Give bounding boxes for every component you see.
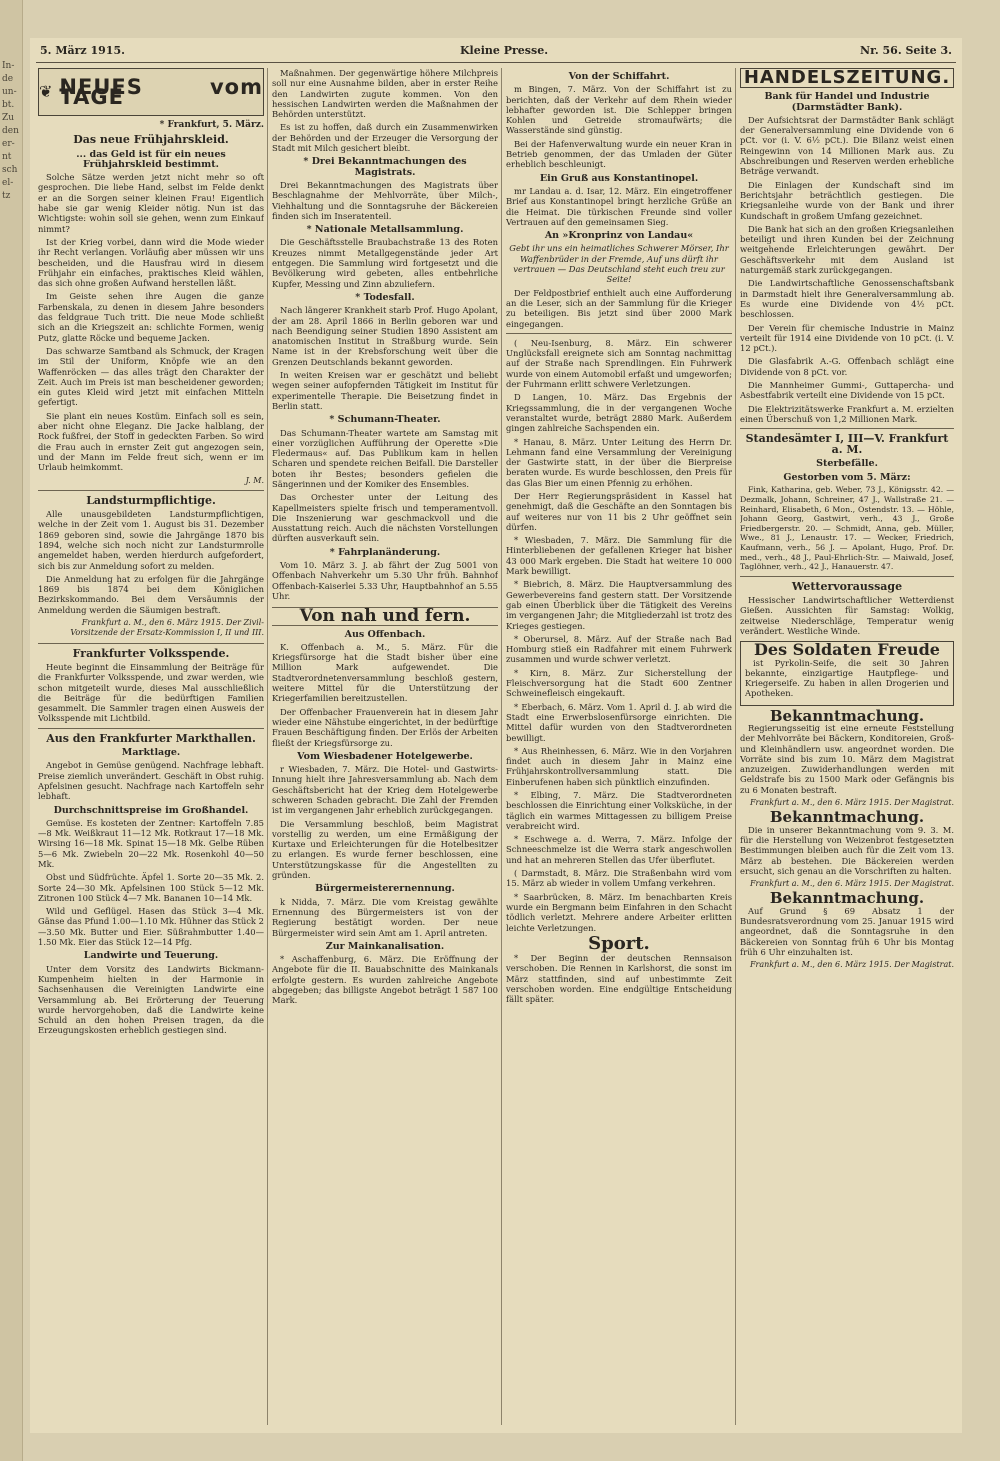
separator: [38, 643, 264, 644]
separator: [740, 576, 954, 577]
separator: [38, 728, 264, 729]
notice-text: Regierungsseitig ist eine erneute Feststellung der Mehlvorräte bei Bäckern, Konditoreien, Groß- und Kleinhändlern usw. angeordnet worden. Die Vorräte sind bis zum 10. März dem Magistrat anzuzeigen. Zuwiderhandlungen werden mit Geldstrafe bis zu 1500 Mark oder Gefängnis bis zu 6 Monaten bestraft.: [740, 723, 954, 795]
paragraph: * Der Beginn der deutschen Rennsaison verschoben. Die Rennen in Karlshorst, die sonst im März stattfinden, sind auf unbestimmte Zeit verschoben worden. Eine endgültige Entscheidung fällt später.: [506, 953, 732, 1005]
paragraph: * Biebrich, 8. März. Die Hauptversammlung des Gewerbevereins fand gestern statt. Der Vorsitzende gab einen Überblick über die Tätigkeit des Vereins im vergangenen Jahr; die Mitgliederzahl ist trotz des Krieges gestiegen.: [506, 579, 732, 631]
death-notices-list: Fink, Katharina, geb. Weber, 73 J., Königsstr. 42. — Dezmalk, Johann, Schreiner, 47 J., Wallstraße 21. — Reinhard, Elisabeth, 6 Mon., Ostendstr. 13. — Höhle, Johann Georg, Gastwirt, verh., 43 J., Große Friedbergerstr. 20. — Schmidt, Anna, geb. Müller, Wwe., 81 J., Lenaustr. 17. — Wecker, Friedrich, Kaufmann, verh., 56 J. — Apolant, Hugo, Prof. Dr. med., verh., 48 J., Paul-Ehrlich-Str. — Maiwald, Josef, Taglöhner, verh., 42 J., Hanauerstr. 47.: [740, 485, 954, 572]
notice-text: Die in unserer Bekanntmachung vom 9. 3. M. für die Herstellung von Weizenbrot festgesetzten Bestimmungen bleiben auch für die Zeit vom 13. März ab bestehen. Die Bäckereien werden ersucht, sich genau an die Vorschriften zu halten.: [740, 824, 954, 876]
poem-title: An »Kronprinz von Landau«: [544, 230, 694, 242]
header-page-number: Nr. 56. Seite 3.: [860, 44, 952, 57]
separator: [506, 333, 732, 334]
notice-title: Bekanntmachung.: [769, 808, 925, 827]
adjacent-page-margin: [0, 0, 23, 1461]
paragraph: mr Landau a. d. Isar, 12. März. Ein eingetroffener Brief aus Konstantinopel bringt herzliche Grüße an die Heimat. Die türkischen Freunde sind voller Vertrauen auf den gemeinsamen Sieg.: [506, 185, 732, 227]
paragraph: * Eschwege a. d. Werra, 7. März. Infolge der Schneeschmelze ist die Werra stark angeschwollen und hat an mehreren Stellen das Ufer überflutet.: [506, 834, 732, 865]
paragraph: * Elbing, 7. März. Die Stadtverordneten beschlossen die Einrichtung einer Volksküche, in der täglich ein warmes Mittagessen zu billigem Preise verabreicht wird.: [506, 790, 732, 831]
paragraph: Vom 10. März 3. J. ab fährt der Zug 5001 von Offenbach Nahverkehr um 5.30 Uhr früh. Bahnhof Offenbach-Kaiserlei 5.33 Uhr, Hauptbahnhof an 5.55 Uhr.: [272, 560, 498, 601]
dateline: * Frankfurt, 5. März.: [159, 120, 264, 130]
header-rule: [36, 62, 956, 63]
paragraph: Die Versammlung beschloß, beim Magistrat vorstellig zu werden, um eine Ermäßigung der Kurtaxe und Erleichterungen für die Hotelbesitzer zu erlangen. Es wurde ferner beschlossen, eine Unterstützungskasse für die Angestellten zu gründen.: [272, 818, 498, 881]
article-title: Frankfurter Volksspende.: [72, 646, 230, 660]
column-4: [740, 68, 954, 1425]
margin-text: In- de un- bt. Zu den er- nt sch el- tz: [2, 61, 19, 201]
section-subheading: Gestorben vom 5. März:: [783, 472, 911, 484]
paragraph: Bei der Hafenverwaltung wurde ein neuer Kran in Betrieb genommen, der das Umladen der Güter erheblich beschleunigt.: [506, 138, 732, 170]
paragraph: * Hanau, 8. März. Unter Leitung des Herrn Dr. Lehmann fand eine Versammlung der Vereinigung der Gastwirte statt, in der über die Bierpreise beraten wurde. Es wurde beschlossen, den Preis für das Glas Bier um einen Pfennig zu erhöhen.: [506, 436, 732, 488]
article-title: Aus den Frankfurter Markthallen.: [46, 731, 256, 745]
news-item-title: * Todesfall.: [355, 291, 415, 303]
column-divider: [735, 68, 736, 1425]
poem-text: Gebt ihr uns ein heimatliches Schwerer Mörser, Ihr Waffenbrüder in der Fremde, Auf uns dürft ihr vertrauen — Das Deutschland steht euch treu zur Seite!: [509, 243, 729, 285]
notice-title: Bekanntmachung.: [769, 889, 925, 908]
paragraph: Das schwarze Samtband als Schmuck, der Kragen im Stil der Uniform, Knöpfe wie an den Waffenröcken — das alles trägt den Charakter der Zeit. Auch im Preis ist man bescheidener geworden; ein gutes Kleid wird jetzt mit einfachen Mitteln gefertigt.: [38, 345, 264, 408]
paragraph: ( Darmstadt, 8. März. Die Straßenbahn wird vom 15. März ab wieder in vollem Umfang verkehren.: [506, 868, 732, 889]
ad-text: ist Pyrkolin-Seife, die seit 30 Jahren bekannte, einzigartige Hautpflege- und Kriegerseife. Zu haben in allen Drogerien und Apotheken.: [745, 657, 949, 699]
news-item-title: * Nationale Metallsammlung.: [306, 224, 464, 236]
paragraph: Der Aufsichtsrat der Darmstädter Bank schlägt der Generalversammlung eine Dividende von 6 pCt. vor (i. V. 6½ pCt.). Die Bilanz weist einen Reingewinn von 14 Millionen Mark aus. Zu Abschreibungen und Reserven werden erhebliche Beträge verwandt.: [740, 114, 954, 177]
notice-signature: Frankfurt a. M., den 6. März 1915. Der Magistrat.: [749, 879, 954, 889]
paragraph: Alle unausgebildeten Landsturmpflichtigen, welche in der Zeit vom 1. August bis 31. Dezember 1869 geboren sind, sowie die Jahrgänge 1870 bis 1894, welche sich noch nicht zur Landsturmrolle angemeldet haben, werden hierdurch aufgefordert, sich bis zur Anmeldung sofort zu melden.: [38, 509, 264, 571]
section-subheading: Bürgermeisterernennung.: [315, 883, 455, 895]
news-item-title: * Fahrplanänderung.: [329, 546, 441, 558]
section-subheading: Aus Offenbach.: [344, 628, 426, 640]
paragraph: Der Feldpostbrief enthielt auch eine Aufforderung an die Leser, sich an der Sammlung für die Krieger zu beteiligen. Bis jetzt sind über 2000 Mark eingegangen.: [506, 287, 732, 329]
section-subheading: Zur Mainkanalisation.: [325, 940, 445, 952]
news-item-title: * Drei Bekanntmachungen des Magistrats.: [303, 156, 467, 178]
paragraph: Maßnahmen. Der gegenwärtige höhere Milchpreis soll nur eine Ausnahme bilden, aber in erster Reihe den Landwirten zugute kommen. Von den hessischen Landwirten werden die Maßnahmen der Behörden unterstützt.: [272, 68, 498, 120]
separator: [38, 490, 264, 491]
header-date: 5. März 1915.: [40, 44, 125, 57]
paragraph: Das Schumann-Theater wartete am Samstag mit einer vorzüglichen Aufführung der Operette »Die Fledermaus« auf. Das Publikum kam in hellen Scharen und spendete reichen Beifall. Die Darsteller boten ihr Bestes; besonders gefielen die Sängerinnen und der Komiker des Ensembles.: [272, 427, 498, 489]
paragraph: Es ist zu hoffen, daß durch ein Zusammenwirken der Behörden und der Erzeuger die Versorgung der Stadt mit Milch gesichert bleibt.: [272, 122, 498, 154]
author-initials: J. M.: [245, 475, 264, 485]
paragraph: Die Mannheimer Gummi-, Guttapercha- und Asbestfabrik verteilt eine Dividende von 15 pCt.: [740, 380, 954, 401]
paragraph: Wild und Geflügel. Hasen das Stück 3—4 Mk. Gänse das Pfund 1.00—1.10 Mk. Hühner das Stück 2—3.50 Mk. Butter und Eier. Süßrahmbutter 1.40—1.50 Mk. Eier das Stück 12—14 Pfg.: [38, 906, 264, 948]
paragraph: D Langen, 10. März. Das Ergebnis der Kriegssammlung, die in der vergangenen Woche veranstaltet wurde, beträgt 2880 Mark. Außerdem gingen zahlreiche Sachspenden ein.: [506, 392, 732, 434]
article-subtitle: Landwirte und Teuerung.: [83, 950, 219, 962]
column-1: [38, 68, 264, 1425]
column-3: [506, 68, 732, 1425]
paragraph: * Aus Rheinhessen, 6. März. Wie in den Vorjahren findet auch in diesem Jahr in Mainz eine Frühjahrskontrollversammlung statt. Die Einberufenen haben sich pünktlich einzufinden.: [506, 745, 732, 787]
section-heading-wettervoraussage: Wettervoraussage: [791, 579, 903, 593]
page-header: [40, 44, 952, 62]
section-subheading: Ein Gruß aus Konstantinopel.: [539, 172, 699, 184]
paragraph: m Bingen, 7. März. Von der Schiffahrt ist zu berichten, daß der Verkehr auf dem Rhein wieder lebhafter geworden ist. Die Schlepper bringen Kohlen und Getreide stromaufwärts; die Wasserstände sind günstig.: [506, 84, 732, 136]
paragraph: K. Offenbach a. M., 5. März. Für die Kriegsfürsorge hat die Stadt bisher über eine Million Mark aufgewendet. Die Stadtverordnetenversammlung beschloß gestern, weitere Mittel für die Unterstützung der Kriegerfamilien bereitzustellen.: [272, 641, 498, 704]
paragraph: Nach längerer Krankheit starb Prof. Hugo Apolant, der am 28. April 1866 in Berlin geboren war und nach Beendigung seiner Studien 1890 Assistent am anatomischen Institut in Straßburg wurde. Sein Name ist in der Krebsforschung weit über die Grenzen Deutschlands bekannt geworden.: [272, 305, 498, 367]
newspaper-page: [30, 38, 962, 1433]
paragraph: Die Bank hat sich an den großen Kriegsanleihen beteiligt und ihren Kunden bei der Zeichnung weitgehende Erleichterungen gewährt. Der Geschäftsverkehr mit dem Ausland ist naturgemäß stark zurückgegangen.: [740, 223, 954, 276]
paragraph: Angebot in Gemüse genügend. Nachfrage lebhaft. Preise ziemlich unverändert. Geschäft in Obst ruhig. Apfelsinen gesucht. Nachfrage nach Kartoffeln sehr lebhaft.: [38, 760, 264, 802]
paragraph: k Nidda, 7. März. Die vom Kreistag gewählte Ernennung des Bürgermeisters ist von der Regierung bestätigt worden. Der neue Bürgermeister wird sein Amt am 1. April antreten.: [272, 896, 498, 938]
paragraph: Die Landwirtschaftliche Genossenschaftsbank in Darmstadt hielt ihre Generalversammlung ab. Es wurde eine Dividende von 4½ pCt. beschlossen.: [740, 278, 954, 320]
news-item-title: * Schumann-Theater.: [329, 414, 441, 426]
notice-title: Bekanntmachung.: [769, 706, 925, 725]
paragraph: r Wiesbaden, 7. März. Die Hotel- und Gastwirts-Innung hielt ihre Jahresversammlung ab. Nach dem Geschäftsbericht hat der Krieg dem Hotelgewerbe schweren Schaden gebracht. Die Zahl der Fremden ist im vergangenen Jahr erheblich zurückgegangen.: [272, 764, 498, 816]
article-subtitle: Durchschnittspreise im Großhandel.: [53, 804, 249, 816]
paragraph: Unter dem Vorsitz des Landwirts Bickmann-Kumpenheim hielten in der Harmonie in Sachsenhausen die Vereinigten Landwirte eine Versammlung ab. Bei Erörterung der Teuerung wurde hervorgehoben, daß die Landwirte keine Schuld an den hohen Preisen tragen, da die Erzeugungskosten erheblich gestiegen sind.: [38, 963, 264, 1036]
separator: [740, 428, 954, 429]
masthead-title: NEUES vom TAGE: [59, 74, 263, 109]
paragraph: Drei Bekanntmachungen des Magistrats über Beschlagnahme der Mehlvorräte, über Milch-, Viehhaltung und die Sonntagsruhe der Bäckereien finden sich im Inseratenteil.: [272, 179, 498, 221]
paragraph: Obst und Südfrüchte. Äpfel 1. Sorte 20—35 Mk. 2. Sorte 24—30 Mk. Apfelsinen 100 Stück 5—12 Mk. Zitronen 100 Stück 4—7 Mk. Bananen 10—14 Mk.: [38, 872, 264, 903]
article-subtitle: ... das Geld ist für ein neues Frühjahrskleid bestimmt.: [76, 148, 226, 170]
notice-signature: Frankfurt a. M., den 6. März 1915. Der Magistrat.: [749, 798, 954, 808]
column-divider: [267, 68, 268, 1425]
paragraph: Die Einlagen der Kundschaft sind im Berichtsjahr beträchtlich gestiegen. Die Kriegsanleihe wurde von der Bank und ihrer Kundschaft in großem Umfang gezeichnet.: [740, 179, 954, 221]
paragraph: Die Anmeldung hat zu erfolgen für die Jahrgänge 1869 bis 1874 bei dem Königlichen Bezirkskommando. Bei dem Versäumnis der Anmeldung werden die Säumigen bestraft.: [38, 573, 264, 615]
paragraph: In weiten Kreisen war er geschätzt und beliebt wegen seiner aufopfernden Tätigkeit im Institut für experimentelle Therapie. Die Beisetzung findet in Berlin statt.: [272, 370, 498, 411]
paragraph: * Kirn, 8. März. Zur Sicherstellung der Fleischversorgung hat die Stadt 600 Zentner Schweinefleisch eingekauft.: [506, 667, 732, 699]
section-heading-sport: Sport.: [588, 932, 650, 954]
paragraph: Der Verein für chemische Industrie in Mainz verteilt für 1914 eine Dividende von 10 pCt. (i. V. 12 pCt.).: [740, 322, 954, 354]
section-heading-handelszeitung: HANDELSZEITUNG.: [740, 68, 954, 88]
section-subheading: Von der Schiffahrt.: [568, 71, 670, 82]
article-subtitle: Marktlage.: [121, 747, 181, 759]
section-heading-von-nah-und-fern: Von nah und fern.: [272, 607, 498, 625]
paragraph: Heute beginnt die Einsammlung der Beiträge für die Frankfurter Volksspende, und zwar werden, wie schon mitgeteilt wurde, dieses Mal ausschließlich die Beiträge für die bedürftigen Familien gesammelt. Die Sammler tragen einen Ausweis der Volksspende mit Lichtbild.: [38, 661, 264, 724]
notice-signature: Frankfurt a. M., den 6. März 1915. Der Magistrat.: [749, 960, 954, 970]
section-heading-standesaemter: Standesämter I, III—V. Frankfurt a. M.: [745, 432, 949, 456]
paragraph: Das Orchester unter der Leitung des Kapellmeisters spielte frisch und temperamentvoll. Die Inszenierung war geschmackvoll und die Ausstattung reich. Auch die nächsten Vorstellungen dürften ausverkauft sein.: [272, 492, 498, 544]
ornament-icon: ❦: [39, 81, 54, 101]
paragraph: Gemüse. Es kosteten der Zentner: Kartoffeln 7.85—8 Mk. Weißkraut 11—12 Mk. Rotkraut 17—18 Mk. Wirsing 16—18 Mk. Spinat 15—18 Mk. Gelbe Rüben 5—6 Mk. Zwiebeln 20—22 Mk. Rosenkohl 40—50 Mk.: [38, 817, 264, 869]
section-subheading: Sterbefälle.: [816, 457, 878, 469]
paragraph: Die Glasfabrik A.-G. Offenbach schlägt eine Dividende von 8 pCt. vor.: [740, 356, 954, 377]
signature: Frankfurt a. M., den 6. März 1915. Der Zivil-Vorsitzende der Ersatz-Kommission I, II und III.: [70, 618, 264, 638]
paragraph: Im Geiste sehen ihre Augen die ganze Farbenskala, zu denen in diesem Jahre besonders das feldgraue Tuch tritt. Die neue Mode schließt sich an die Kriegszeit an: schlichte Formen, wenig Putz, glatte Röcke und bequeme Jacken.: [38, 291, 264, 343]
paragraph: Die Elektrizitätswerke Frankfurt a. M. erzielten einen Überschuß von 1,2 Millionen Mark.: [740, 403, 954, 424]
paragraph: Der Herr Regierungspräsident in Kassel hat genehmigt, daß die Geschäfte an den Sonntagen bis auf weiteres nur von 11 bis 2 Uhr geöffnet sein dürfen.: [506, 490, 732, 532]
paragraph: Ist der Krieg vorbei, dann wird die Mode wieder ihr Recht verlangen. Vorläufig aber müssen wir uns bescheiden, und die Hausfrau wird in diesem Frühjahr ein einfaches, praktisches Kleid wählen, das sich ohne großen Aufwand herstellen läßt.: [38, 236, 264, 289]
paragraph: * Aschaffenburg, 6. März. Die Eröffnung der Angebote für die II. Bauabschnitte des Mainkanals erfolgte gestern. Es wurden zahlreiche Angebote abgegeben; das billigste Angebot beträgt 1 587 100 Mark.: [272, 954, 498, 1006]
paragraph: Hessischer Landwirtschaftlicher Wetterdienst Gießen. Aussichten für Samstag: Wolkig, zeitweise Niederschläge, Temperatur wenig verändert. Westliche Winde.: [740, 595, 954, 636]
paragraph: * Saarbrücken, 8. März. Im benachbarten Kreis wurde ein Bergmann beim Einfahren in den Schacht tödlich verletzt. Mehrere andere Arbeiter erlitten leichte Verletzungen.: [506, 891, 732, 933]
advertisement-box: [740, 641, 954, 705]
paragraph: Der Offenbacher Frauenverein hat in diesem Jahr wieder eine Nähstube eingerichtet, in der bedürftige Frauen Beschäftigung finden. Der Erlös der Arbeiten fließt der Kriegsfürsorge zu.: [272, 706, 498, 748]
paragraph: Solche Sätze werden jetzt nicht mehr so oft gesprochen. Die liebe Hand, selbst im Felde denkt er an die Sorgen seiner kleinen Frau! Eigentlich habe sie gar wenig Kleider nötig. Nun ist das Wichtigste: wohin soll sie gehen, wenn zum Einkauf nimmt?: [38, 172, 264, 234]
header-paper-title: Kleine Presse.: [460, 44, 549, 57]
paragraph: * Eberbach, 6. März. Vom 1. April d. J. ab wird die Stadt eine Erwerbslosenfürsorge einrichten. Die Mittel dafür wurden von den Stadtverordneten bewilligt.: [506, 701, 732, 743]
column-divider: [501, 68, 502, 1425]
paragraph: * Wiesbaden, 7. März. Die Sammlung für die Hinterbliebenen der gefallenen Krieger hat bisher 43 000 Mark ergeben. Die Stadt hat weitere 10 000 Mark bewilligt.: [506, 535, 732, 577]
masthead-neues-vom-tage: [38, 68, 264, 116]
paragraph: * Oberursel, 8. März. Auf der Straße nach Bad Homburg stieß ein Radfahrer mit einem Fuhrwerk zusammen und wurde schwer verletzt.: [506, 633, 732, 665]
column-2: [272, 68, 498, 1425]
section-subheading: Vom Wiesbadener Hotelgewerbe.: [297, 750, 473, 762]
section-subheading: Bank für Handel und Industrie (Darmstädter Bank).: [764, 91, 930, 113]
ad-title: Des Soldaten Freude: [754, 640, 940, 660]
paragraph: ( Neu-Isenburg, 8. März. Ein schwerer Unglücksfall ereignete sich am Sonntag nachmittag auf der Straße nach Sprendlingen. Ein Fuhrwerk wurde von einem Automobil erfaßt und umgeworfen; der Fuhrmann erlitt schwere Verletzungen.: [506, 337, 732, 390]
article-title: Das neue Frühjahrskleid.: [73, 133, 229, 147]
paragraph: Die Geschäftsstelle Braubachstraße 13 des Roten Kreuzes nimmt Metallgegenstände jeder Art entgegen. Die Sammlung wird fortgesetzt und die Bevölkerung wird gebeten, alles entbehrliche Kupfer, Messing und Zinn abzuliefern.: [272, 237, 498, 289]
article-title: Landsturmpflichtige.: [86, 493, 216, 507]
paragraph: Sie plant ein neues Kostüm. Einfach soll es sein, aber nicht ohne Eleganz. Die Jacke halblang, der Rock fußfrei, der Stoff in gedeckten Farben. So wird die Frau auch in ernster Zeit gut angezogen sein, und der Mann im Felde freut sich, wenn er im Urlaub heimkommt.: [38, 410, 264, 473]
notice-text: Auf Grund § 69 Absatz 1 der Bundesratsverordnung vom 25. Januar 1915 wird angeordnet, daß die Sonntagsruhe in den Bäckereien von Sonntag früh 6 Uhr bis Montag früh 6 Uhr einzuhalten ist.: [740, 905, 954, 957]
